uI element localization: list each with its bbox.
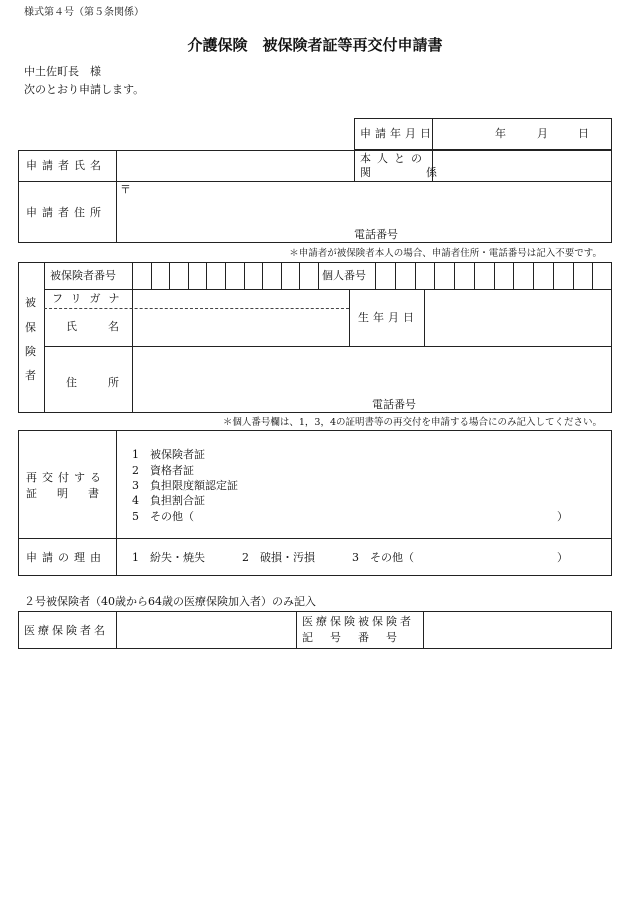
number-cell-divider: [188, 262, 189, 289]
number-cell-divider: [281, 262, 282, 289]
reason-label: 申請の理由: [26, 551, 106, 564]
date-year-label: 年: [495, 127, 506, 140]
applicant-name-label: 申請者氏名: [26, 159, 106, 172]
page-title: 介護保険 被保険者証等再交付申請書: [187, 36, 443, 54]
number-cell-divider: [151, 262, 152, 289]
personal-number-cells[interactable]: [375, 262, 612, 289]
insured-address-label: 住 所: [66, 376, 129, 389]
number-cell-divider: [415, 262, 416, 289]
insured-symbol-label-2: 記 号 番 号: [302, 631, 400, 644]
intro-text: 次のとおり申請します。: [24, 83, 145, 96]
insured-symbol-field[interactable]: [424, 612, 611, 648]
furigana-field[interactable]: [133, 290, 348, 307]
insured-phone-label: 電話番号: [372, 398, 416, 411]
number-cell-divider: [553, 262, 554, 289]
number-cell-divider: [474, 262, 475, 289]
applicant-phone-label: 電話番号: [354, 228, 398, 241]
applicant-note: ＊申請者が被保険者本人の場合、申請者住所・電話番号は記入不要です。: [289, 248, 602, 259]
postal-mark: 〒: [120, 183, 131, 196]
number-cell-divider: [262, 262, 263, 289]
reissue-item-1[interactable]: 1 被保険者証: [132, 448, 205, 461]
insurer-name-field[interactable]: [117, 612, 295, 648]
number-cell-divider: [513, 262, 514, 289]
personal-number-note: ＊個人番号欄は、1，3，4の証明書等の再交付を申請する場合にのみ記入してください。: [222, 417, 602, 428]
number-cell-divider: [299, 262, 300, 289]
number-cell-divider: [592, 262, 593, 289]
number-cell-divider: [206, 262, 207, 289]
reissue-item-4[interactable]: 4 負担割合証: [132, 494, 205, 507]
reissue-other-field[interactable]: [200, 508, 552, 524]
applicant-name-field[interactable]: [117, 151, 353, 180]
relation-label: 本人との: [360, 152, 428, 165]
application-date-label: 申請年月日: [360, 127, 435, 140]
insured-address-field[interactable]: [133, 347, 611, 412]
number-cell-divider: [169, 262, 170, 289]
number-cell-divider: [434, 262, 435, 289]
number-cell-divider: [573, 262, 574, 289]
relation-label-2: 関 係: [360, 166, 459, 179]
reissue-item-5[interactable]: 5 その他（: [132, 510, 194, 523]
relation-field[interactable]: [433, 151, 611, 180]
reissue-close-paren: ）: [557, 510, 568, 523]
insured-side-label-3: 険: [25, 345, 36, 358]
date-month-label: 月: [537, 127, 548, 140]
insured-symbol-label: 医療保険被保険者: [302, 615, 414, 628]
number-cell-divider: [244, 262, 245, 289]
reason-option-2[interactable]: 2 破損・汚損: [242, 551, 315, 564]
applicant-address-field[interactable]: [117, 182, 611, 242]
insurer-name-label: 医療保険者名: [24, 624, 108, 637]
reason-other-field[interactable]: [420, 548, 552, 566]
birth-date-label: 生年月日: [358, 311, 418, 324]
applicant-address-label: 申請者住所: [26, 206, 106, 219]
reason-option-3[interactable]: 3 その他（: [352, 551, 414, 564]
insured-side-label-1: 被: [25, 296, 36, 309]
reissue-item-3[interactable]: 3 負担限度額認定証: [132, 479, 238, 492]
insured-name-label: 氏 名: [66, 320, 129, 333]
form-number: 様式第４号（第５条関係）: [24, 7, 144, 18]
number-cell-divider: [454, 262, 455, 289]
birth-date-field[interactable]: [425, 290, 611, 345]
date-day-label: 日: [578, 127, 589, 140]
number-cell-divider: [533, 262, 534, 289]
reissue-label: 再交付する: [26, 471, 106, 484]
reason-close-paren: ）: [557, 551, 568, 564]
number-cell-divider: [395, 262, 396, 289]
addressee: 中土佐町長 様: [24, 65, 101, 78]
furigana-label: フリガナ: [52, 292, 128, 305]
insured-side-label-4: 者: [25, 369, 36, 382]
reason-option-1[interactable]: 1 紛失・焼失: [132, 551, 205, 564]
reissue-label-2: 証明書: [26, 487, 119, 500]
insured-side-label-2: 保: [25, 321, 36, 334]
personal-number-label: 個人番号: [322, 269, 366, 282]
insured-number-cells[interactable]: [132, 262, 318, 289]
insured-name-field[interactable]: [133, 309, 348, 345]
type2-heading: ２号被保険者（40歳から64歳の医療保険加入者）のみ記入: [24, 595, 316, 608]
application-date-field[interactable]: [433, 119, 611, 149]
reissue-item-2[interactable]: 2 資格者証: [132, 464, 194, 477]
insured-number-label: 被保険者番号: [50, 269, 116, 282]
number-cell-divider: [494, 262, 495, 289]
number-cell-divider: [225, 262, 226, 289]
